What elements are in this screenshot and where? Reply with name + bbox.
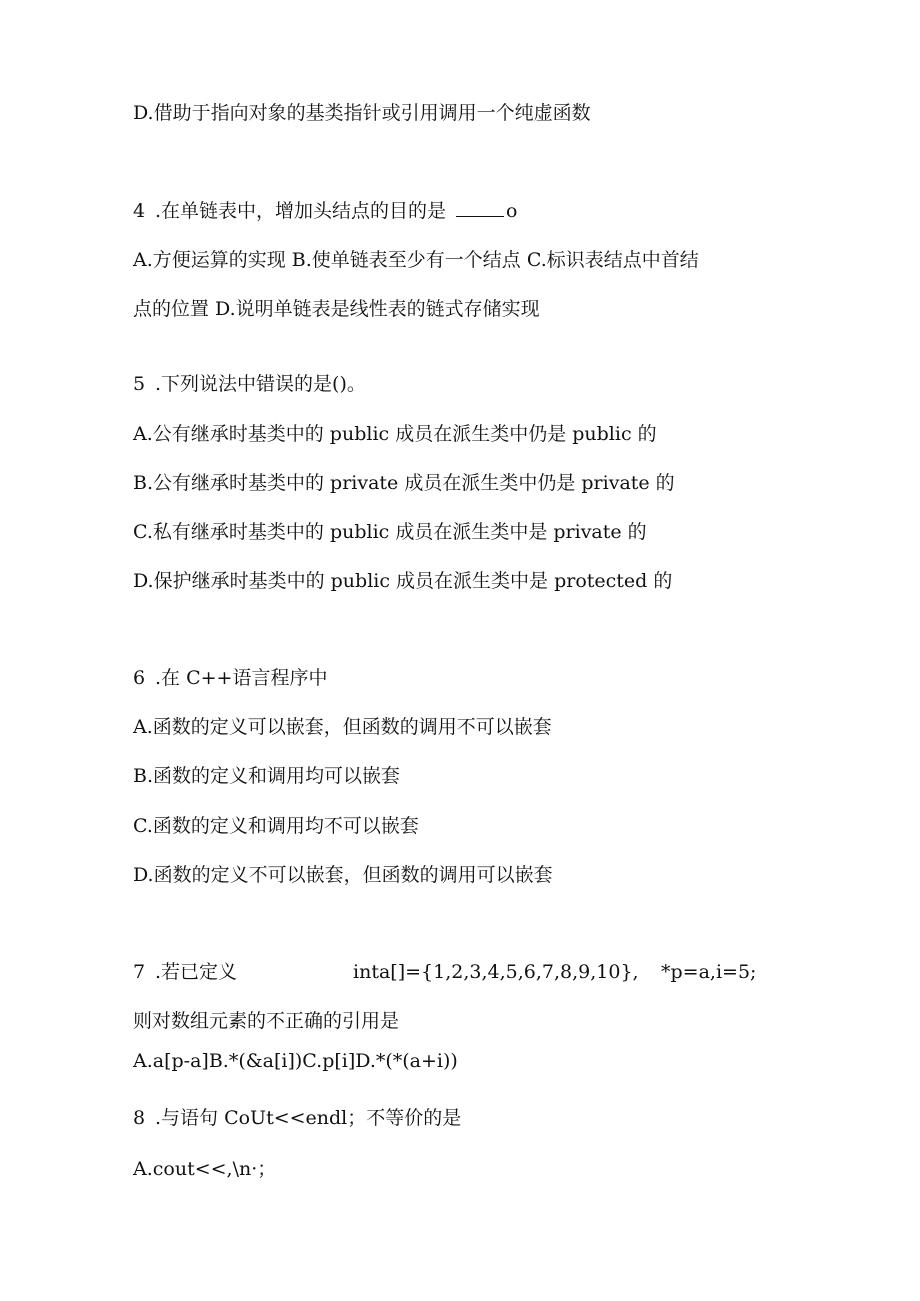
question-7-code-pointer: *p=a,i=5; xyxy=(661,961,757,983)
question-7-stem xyxy=(133,960,773,984)
question-6-option-a: A.函数的定义可以嵌套，但函数的调用不可以嵌套 xyxy=(133,716,552,738)
question-4-tail: o xyxy=(506,200,518,222)
question-6-stem xyxy=(133,666,327,690)
answer-blank xyxy=(456,200,504,217)
question-5-option-d: D.保护继承时基类中的 public 成员在派生类中是 protected 的 xyxy=(133,570,673,592)
question-5-option-b: B.公有继承时基类中的 private 成员在派生类中仍是 private 的 xyxy=(133,472,675,494)
question-7-code-array: inta[]={1,2,3,4,5,6,7,8,9,10}, xyxy=(353,961,639,983)
question-6-text: .在 C++语言程序中 xyxy=(155,667,328,689)
question-4-number: 4 xyxy=(133,200,146,222)
question-7-line-2: 则对数组元素的不正确的引用是 xyxy=(133,1010,400,1032)
question-5-number: 5 xyxy=(133,373,146,395)
question-4-stem xyxy=(133,199,518,223)
question-5-text: .下列说法中错误的是()。 xyxy=(155,373,366,395)
question-8-text: .与语句 CoUt<<endl；不等价的是 xyxy=(155,1107,462,1129)
question-6-number: 6 xyxy=(133,667,146,689)
question-6-option-b: B.函数的定义和调用均可以嵌套 xyxy=(133,765,401,787)
question-5-stem xyxy=(133,372,366,396)
question-8-number: 8 xyxy=(133,1107,146,1129)
question-5-option-c: C.私有继承时基类中的 public 成员在派生类中是 private 的 xyxy=(133,521,647,543)
question-7-number: 7 xyxy=(133,961,146,983)
question-4-options-line-1: A.方便运算的实现 B.使单链表至少有一个结点 C.标识表结点中首结 xyxy=(133,249,699,271)
question-4-options-line-2: 点的位置 D.说明单链表是线性表的链式存储实现 xyxy=(133,298,540,320)
question-3-option-d: D.借助于指向对象的基类指针或引用调用一个纯虚函数 xyxy=(133,102,591,124)
question-8-stem xyxy=(133,1106,461,1130)
question-6-option-d: D.函数的定义不可以嵌套，但函数的调用可以嵌套 xyxy=(133,864,553,886)
question-8-option-a: A.cout<<,\n·； xyxy=(133,1158,277,1180)
question-7-options: A.a[p-a]B.*(&a[i])C.p[i]D.*(*(a+i)) xyxy=(133,1050,458,1072)
question-7-text: .若已定义 xyxy=(155,961,238,983)
question-6-option-c: C.函数的定义和调用均不可以嵌套 xyxy=(133,815,419,837)
question-4-text: .在单链表中，增加头结点的目的是 xyxy=(155,200,447,222)
question-5-option-a: A.公有继承时基类中的 public 成员在派生类中仍是 public 的 xyxy=(133,423,657,445)
